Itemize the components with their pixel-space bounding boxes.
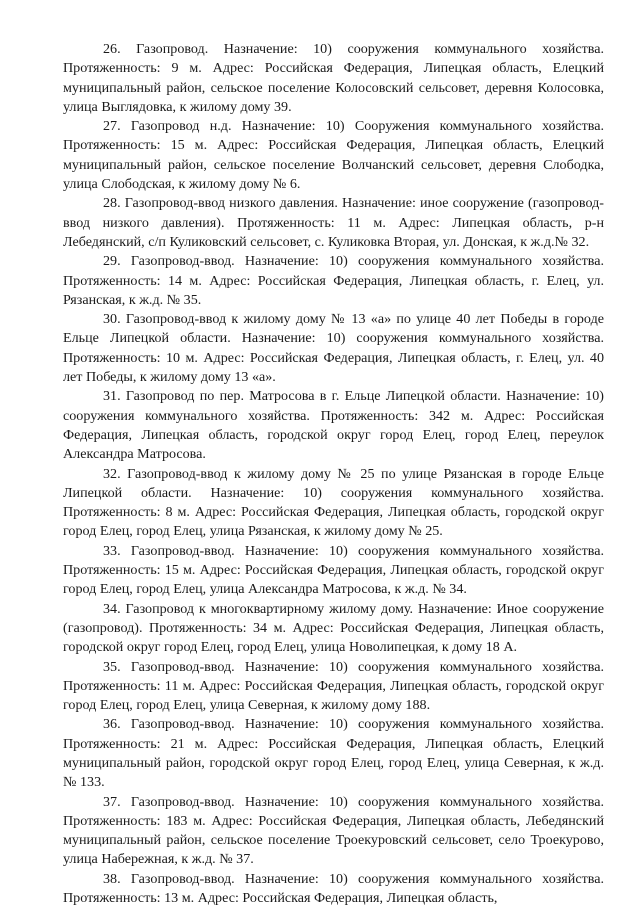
- item-33: 33. Газопровод-ввод. Назначение: 10) сооружения коммунального хозяйства. Протяженность: 15 м. Адрес: Российская Федерация, Липецкая область, городской округ город Елец, город Елец, улица Александра Матросова, к ж.д. № 34.: [63, 542, 604, 598]
- item-35: 35. Газопровод-ввод. Назначение: 10) сооружения коммунального хозяйства. Протяженность: 11 м. Адрес: Российская Федерация, Липецкая область, городской округ город Елец, город Елец, улица Северная, к жилому дому 188.: [63, 658, 604, 714]
- item-38: 38. Газопровод-ввод. Назначение: 10) сооружения коммунального хозяйства. Протяженность: 13 м. Адрес: Российская Федерация, Липецкая область,: [63, 870, 604, 907]
- item-30: 30. Газопровод-ввод к жилому дому № 13 «а» по улице 40 лет Победы в городе Ельце Липецкой области. Назначение: 10) сооружения коммунального хозяйства. Протяженность: 10 м. Адрес: Российская Федерация, Липецкая область, г. Елец, ул. 40 лет Победы, к жилому дому 13 «а».: [63, 311, 604, 386]
- item-36: 36. Газопровод-ввод. Назначение: 10) сооружения коммунального хозяйства. Протяженность: 21 м. Адрес: Российская Федерация, Липецкая область, Елецкий муниципальный район, городской округ город Елец, город Елец, улица Северная, к ж.д. № 133.: [63, 716, 604, 791]
- item-28: 28. Газопровод-ввод низкого давления. Назначение: иное сооружение (газопровод-ввод низкого давления). Протяженность: 11 м. Адрес: Липецкая область, р-н Лебедянский, с/п Куликовский сельсовет, с. Куликовка Вторая, ул. Донская, к ж.д.№ 32.: [63, 195, 604, 250]
- item-31: 31. Газопровод по пер. Матросова в г. Ельце Липецкой области. Назначение: 10) сооружения коммунального хозяйства. Протяженность: 342 м. Адрес: Российская Федерация, Липецкая область, городской округ город Елец, город Елец, переулок Александра Матросова.: [63, 388, 604, 463]
- item-34: 34. Газопровод к многоквартирному жилому дому. Назначение: Иное сооружение (газопровод). Протяженность: 34 м. Адрес: Российская Федерация, Липецкая область, городской округ город Елец, город Елец, улица Новолипецкая, к дому 18 А.: [63, 600, 604, 656]
- item-26: 26. Газопровод. Назначение: 10) сооружения коммунального хозяйства. Протяженность: 9 м. Адрес: Российская Федерация, Липецкая область, Елецкий муниципальный район, сельское поселение Колосовский сельсовет, деревня Колосовка, улица Выглядовка, к жилому дому 39.: [63, 41, 604, 115]
- item-32: 32. Газопровод-ввод к жилому дому № 25 по улице Рязанская в городе Ельце Липецкой области. Назначение: 10) сооружения коммунального хозяйства. Протяженность: 8 м. Адрес: Российская Федерация, Липецкая область, городской округ город Елец, город Елец, улица Рязанская, к жилому дому № 25.: [63, 465, 604, 540]
- item-37: 37. Газопровод-ввод. Назначение: 10) сооружения коммунального хозяйства. Протяженность: 183 м. Адрес: Российская Федерация, Липецкая область, Лебедянский муниципальный район, сельское поселение Троекуровский сельсовет, село Троекурово, улица Набережная, к ж.д. № 37.: [63, 793, 604, 868]
- item-27: 27. Газопровод н.д. Назначение: 10) Сооружения коммунального хозяйства. Протяженность: 15 м. Адрес: Российская Федерация, Липецкая область, Елецкий муниципальный район, сельское поселение Волчанский сельсовет, деревня Слободка, улица Слободская, к жилому дому № 6.: [63, 118, 604, 193]
- item-29: 29. Газопровод-ввод. Назначение: 10) сооружения коммунального хозяйства. Протяженность: 14 м. Адрес: Российская Федерация, Липецкая область, г. Елец, ул. Рязанская, к ж.д. № 35.: [63, 253, 604, 308]
